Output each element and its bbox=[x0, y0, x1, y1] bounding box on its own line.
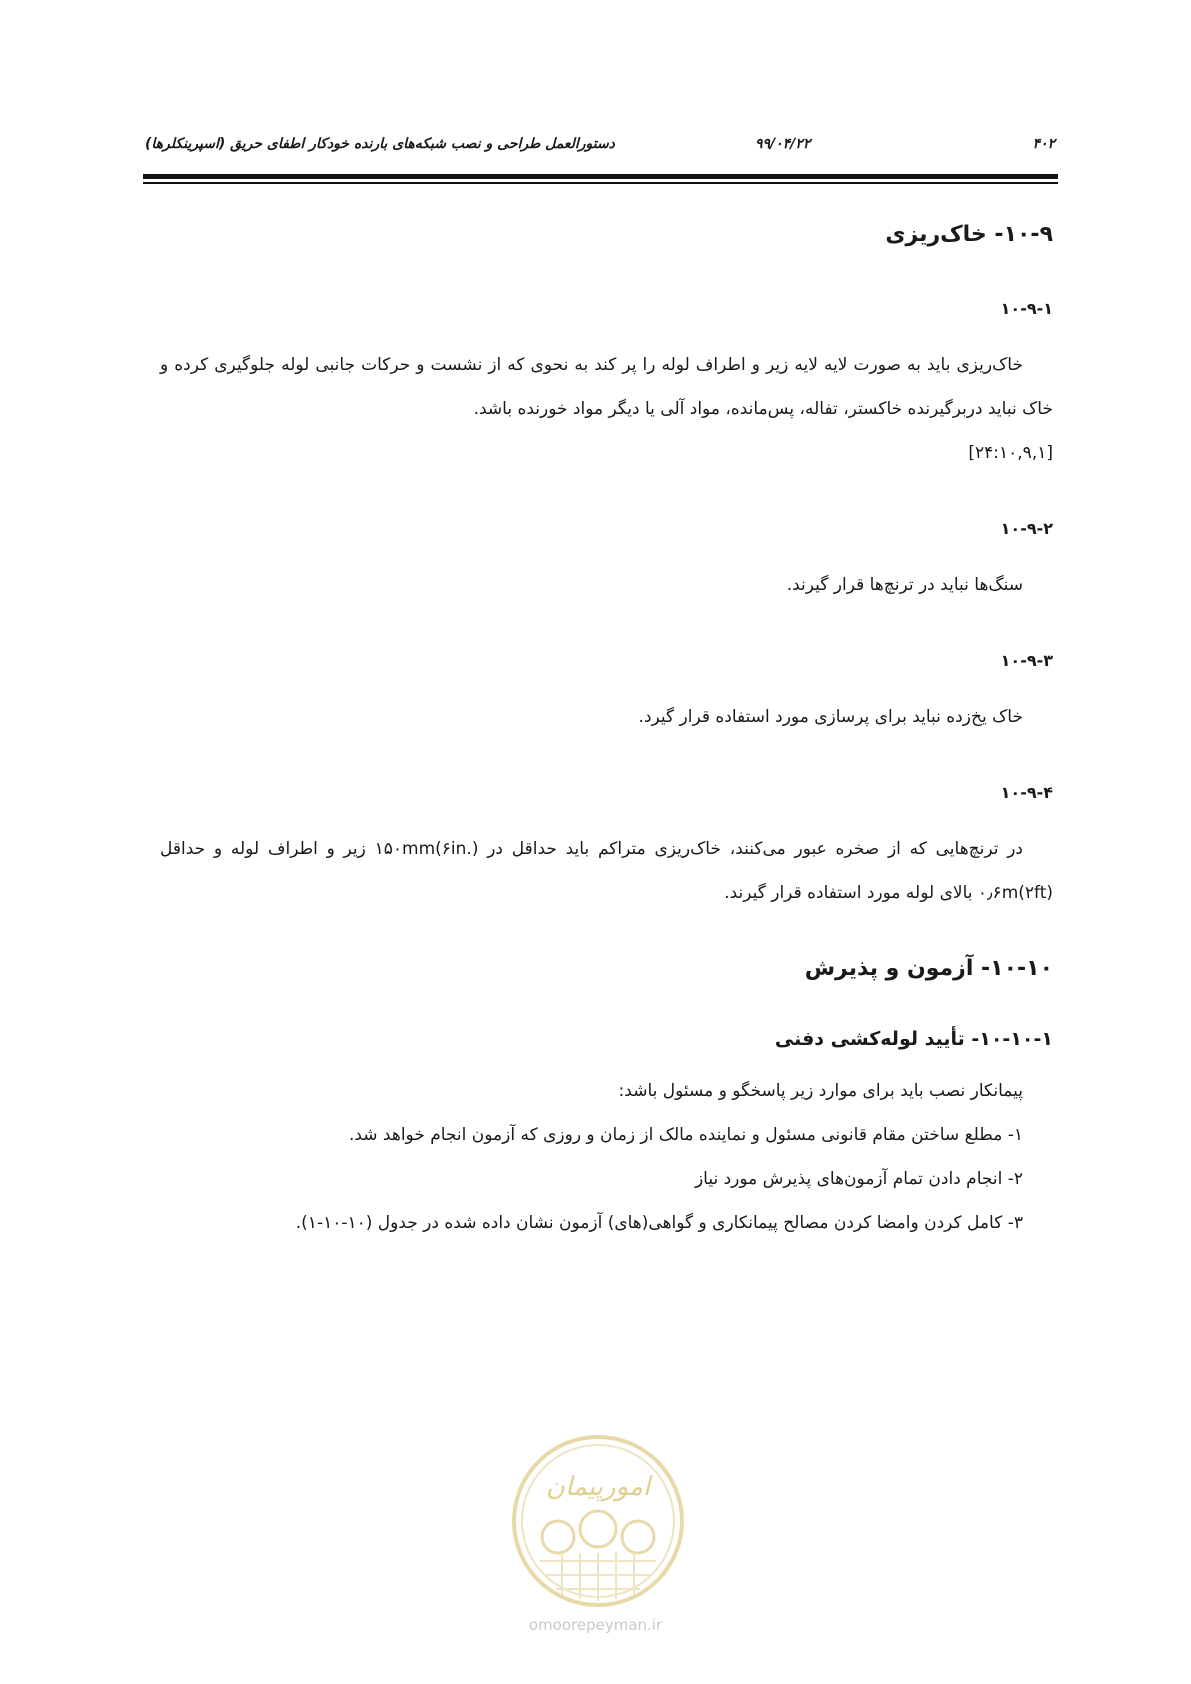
section-heading-backfill: ۱۰-۹- خاک‌ریزی bbox=[885, 222, 1053, 247]
subsection-heading: ۱۰-۱۰-۱- تأیید لوله‌کشی دفنی bbox=[774, 1028, 1053, 1050]
clause-number: ۱۰-۹-۳ bbox=[1000, 651, 1053, 670]
clause-paragraph: در ترنچ‌هایی که از صخره عبور می‌کنند، خاک‌ریزی متراکم باید حداقل در ۱۵۰mm(۶in.) زیر و اطراف لوله و حداقل ۰٫۶m(۲ft) بالای لوله مورد استفاده قرار گیرند. bbox=[160, 839, 1053, 903]
clause-number: ۱۰-۹-۲ bbox=[1000, 519, 1053, 538]
svg-text:امورپیمان: امورپیمان bbox=[545, 1472, 651, 1502]
header-title: دستورالعمل طراحی و نصب شبکه‌های بارنده خودکار اطفای حریق (اسپرینکلرها) bbox=[145, 136, 615, 152]
clause-reference: [۲۴:۱۰,۹,۱] bbox=[968, 443, 1053, 463]
watermark-seal-logo bbox=[510, 1433, 686, 1609]
clause-number: ۱۰-۹-۱ bbox=[1000, 299, 1053, 318]
document-body bbox=[160, 215, 1053, 1245]
list-item: ۲- انجام دادن تمام آزمون‌های پذیرش مورد نیاز bbox=[694, 1169, 1023, 1189]
section-heading-testing: ۱۰-۱۰- آزمون و پذیرش bbox=[804, 956, 1053, 981]
header-date: ۹۹/۰۴/۲۲ bbox=[755, 136, 811, 152]
header-rule-thin bbox=[143, 182, 1058, 184]
running-header bbox=[145, 136, 1055, 160]
list-intro: پیمانکار نصب باید برای موارد زیر پاسخگو و مسئول باشد: bbox=[618, 1081, 1023, 1101]
watermark-site: omoorepeyman.ir bbox=[528, 1616, 663, 1634]
clause-paragraph: سنگ‌ها نباید در ترنچ‌ها قرار گیرند. bbox=[786, 575, 1023, 595]
clause-paragraph bbox=[160, 343, 1053, 475]
list-item: ۳- کامل کردن وامضا کردن مصالح پیمانکاری و گواهی(های) آزمون نشان داده شده در جدول (۱۰-۱۰-۱). bbox=[295, 1213, 1023, 1233]
header-rule-thick bbox=[143, 174, 1058, 179]
clause-paragraph: خاک یخ‌زده نباید برای پرسازی مورد استفاده قرار گیرد. bbox=[638, 707, 1023, 727]
clause-number: ۱۰-۹-۴ bbox=[1000, 783, 1053, 802]
page-number: ۴۰۲ bbox=[1032, 136, 1055, 152]
clause-text: خاک‌ریزی باید به صورت لایه لایه زیر و اطراف لوله را پر کند به نحوی که از نشست و حرکات جانبی لوله جلوگیری کرده و خاک نباید دربرگیرنده خاکستر، تفاله، پس‌مانده، مواد آلی یا دیگر مواد خورنده باشد. bbox=[160, 355, 1053, 419]
list-item: ۱- مطلع ساختن مقام قانونی مسئول و نماینده مالک از زمان و روزی که آزمون انجام خواهد شد. bbox=[348, 1125, 1023, 1145]
